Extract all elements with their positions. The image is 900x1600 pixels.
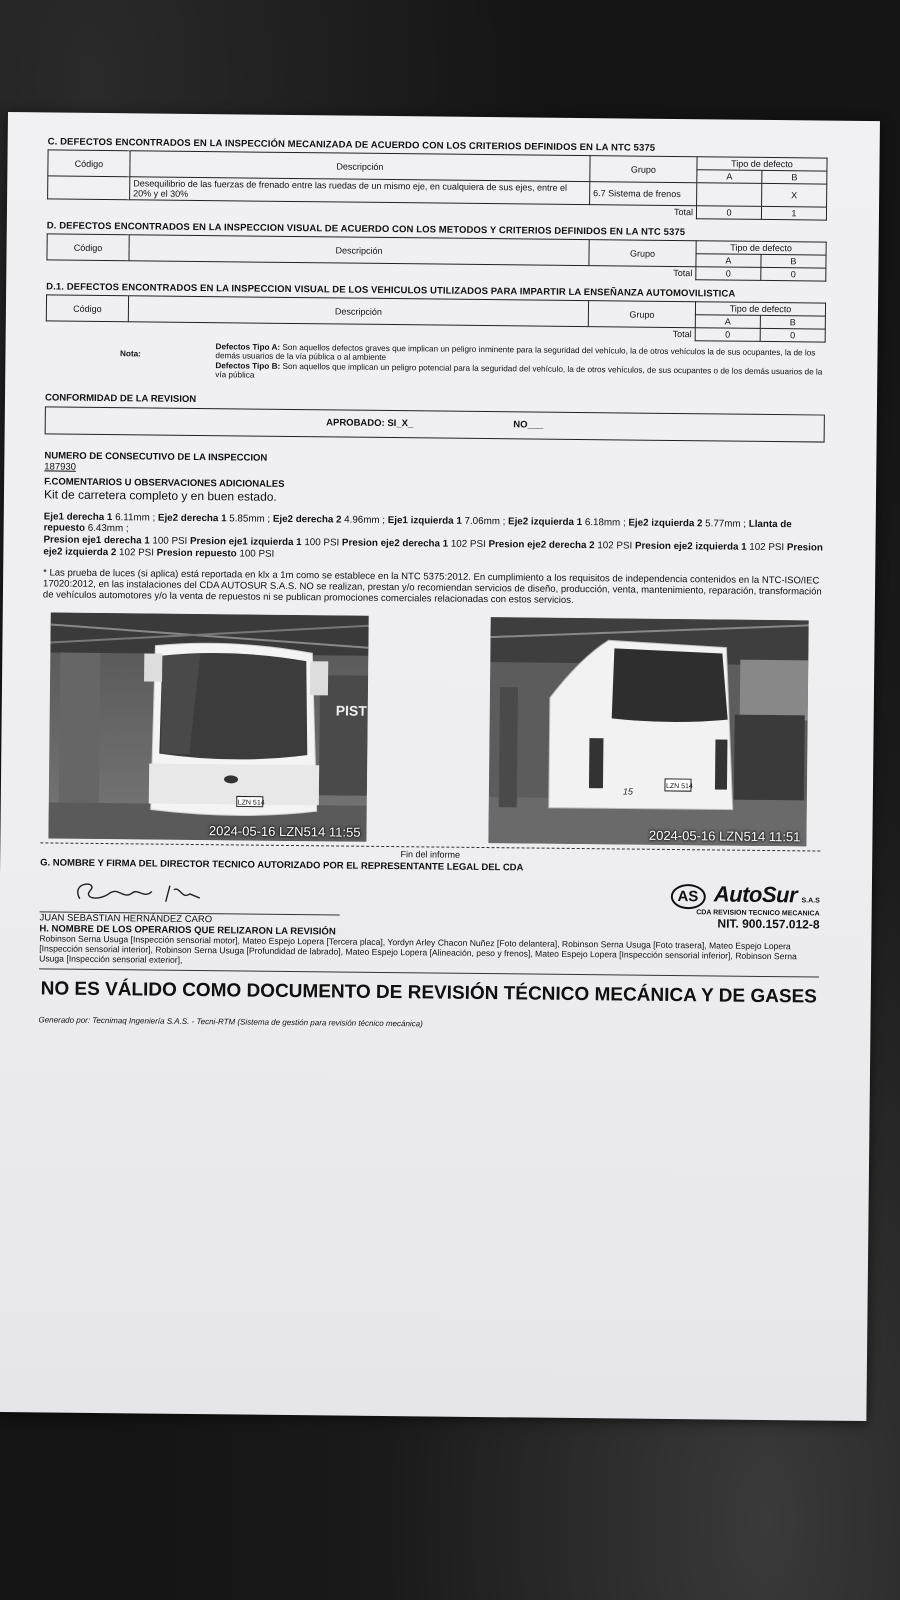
section-d1-table <box>46 294 826 342</box>
col-b: B <box>761 254 826 268</box>
front-photo <box>48 613 368 842</box>
col-codigo: Código <box>47 234 129 261</box>
meas-label: Eje2 izquierda 1 <box>508 515 583 528</box>
director-title: G. NOMBRE Y FIRMA DEL DIRECTOR TECNICO AUTORIZADO POR EL REPRESENTANTE LEGAL DEL CDA <box>40 857 524 874</box>
generated-by: Generado por: Tecnimaq Ingeniería S.A.S. - Tecni-RTM (Sistema de gestión para revisión técnico mecánica) <box>38 1015 423 1029</box>
meas-value: 100 PSI <box>149 535 191 548</box>
section-c-title: C. DEFECTOS ENCONTRADOS EN LA INSPECCIÓN MECANIZADA DE ACUERDO CON LOS CRITERIOS DEFINIDOS EN LA NTC 5375 <box>47 136 656 154</box>
comentarios-title: F.COMENTARIOS U OBSERVACIONES ADICIONALES <box>44 476 285 490</box>
conformidad-box <box>45 406 825 442</box>
total-b: 1 <box>761 206 826 220</box>
signature-area <box>40 875 820 932</box>
operarios-list: Robinson Serna Usuga [Inspección sensorial motor], Mateo Espejo Lopera [Tercera placa], Yordyn Arley Chacon Nuñez [Foto delantera], Robinson Serna Usuga [Foto trasera], Mateo Espejo Lopera [Inspección sensorial interior], Robinson Serna Usuga [Profundidad de labrado], Mateo Espejo Lopera [Alineación, peso y frenos], Mateo Espejo Lopera [Inspección sensorial inferior], Robinson Serna Usuga [Inspección sensorial exterior], <box>39 933 797 966</box>
director-name: JUAN SEBASTIAN HERNÁNDEZ CARO <box>40 912 340 927</box>
consecutivo-title: NUMERO DE CONSECUTIVO DE LA INSPECCION <box>44 450 268 464</box>
meas-label: Eje1 derecha 1 <box>43 511 113 523</box>
director-signature-block <box>40 877 340 927</box>
consecutivo-value: 187930 <box>44 461 77 473</box>
meas-value: 5.77mm ; <box>702 517 749 530</box>
meas-label: Presion eje1 izquierda 1 <box>189 536 302 549</box>
section-d1-title: D.1. DEFECTOS ENCONTRADOS EN LA INSPECCION VISUAL DE LOS VEHICULOS UTILIZADOS PARA IMPARTIR LA ENSEÑANZA AUTOMOVILISTICA <box>46 281 736 300</box>
col-b: B <box>762 170 827 184</box>
col-grupo: Grupo <box>590 156 697 183</box>
note-label: Nota: <box>119 349 141 359</box>
col-a: A <box>696 254 761 268</box>
front-sign-text: PIST <box>335 702 367 720</box>
meas-label: Eje2 izquierda 2 <box>628 517 703 529</box>
operarios-title: H. NOMBRE DE LOS OPERARIOS QUE RELIZARON LA REVISIÓN <box>39 923 336 938</box>
meas-label: Presion eje2 derecha 2 <box>488 539 595 552</box>
meas-value: 7.06mm ; <box>461 515 509 527</box>
rear-photo-timestamp: 2024-05-16 LZN514 11:51 <box>648 828 801 845</box>
meas-value: 100 PSI <box>236 548 275 560</box>
lights-test-note: * Las prueba de luces (si aplica) está reportada en klx a 1m como se establece en la NTC 5375:2012. En cumplimiento a los requisitos de independencia contenidos en la NTC-ISO/IEC 17020:2012, en las instalaciones del CDA AUTOSUR S.A.S. NO se realizan, prestan y/o recomiendan servicios de diseño, producción, venta, mantenimiento, reparación, transformación de vehículos automotores y/o la venta de repuestos ni se publican promociones comerciales relacionadas con estos servicios. <box>42 567 822 606</box>
col-descripcion: Descripción <box>128 296 588 327</box>
logo-initials: AS <box>670 884 705 909</box>
total-label: Total <box>673 207 694 218</box>
section-d-title: D. DEFECTOS ENCONTRADOS EN LA INSPECCION VISUAL DE ACUERDO CON LOS METODOS Y CRITERIOS DEFINIDOS EN LA NTC 5375 <box>46 220 686 239</box>
meas-label: Presion eje2 izquierda 2 <box>43 542 823 559</box>
total-a: 0 <box>696 267 761 281</box>
meas-value: 5.85mm ; <box>226 512 273 525</box>
meas-label: Presion eje2 izquierda 1 <box>634 540 747 553</box>
cell-b: X <box>762 183 827 207</box>
bus-front-image <box>48 613 368 842</box>
tipo-a-label: Defectos Tipo A: <box>215 342 281 352</box>
meas-value: 6.11mm ; <box>112 511 159 524</box>
meas-value: 102 PSI <box>594 540 636 552</box>
meas-label: Eje2 derecha 1 <box>157 512 227 524</box>
section-c-table <box>47 149 828 220</box>
meas-label: Presion repuesto <box>156 547 237 560</box>
cell-codigo <box>48 176 130 200</box>
tipo-b-text: Son aquellos que implican un peligro potencial para la seguridad del vehículo, la de otros vehículos, de sus ocupantes o de los demás usuarios de la vía pública <box>215 361 823 380</box>
col-grupo: Grupo <box>589 240 696 267</box>
col-b: B <box>760 315 825 329</box>
meas-value: 100 PSI <box>301 537 343 549</box>
logo-suffix: S.A.S <box>801 897 820 905</box>
handwritten-signature <box>40 877 240 909</box>
col-descripcion: Descripción <box>129 235 589 266</box>
front-photo-timestamp: 2024-05-16 LZN514 11:55 <box>208 823 361 841</box>
conformidad-title: CONFORMIDAD DE LA REVISION <box>44 392 197 405</box>
meas-value: 102 PSI <box>448 538 489 551</box>
not-valid-warning: NO ES VÁLIDO COMO DOCUMENTO DE REVISIÓN TÉCNICO MECÁNICA Y DE GASES <box>39 968 819 1009</box>
bus-rear-image <box>488 618 808 847</box>
cell-a <box>697 183 762 207</box>
col-tipo-defecto: Tipo de defecto <box>696 241 826 255</box>
total-label: Total <box>672 329 692 340</box>
nit-number: NIT. 900.157.012-8 <box>717 916 820 932</box>
col-tipo-defecto: Tipo de defecto <box>695 302 825 316</box>
meas-label: Eje1 izquierda 1 <box>387 514 462 527</box>
total-a: 0 <box>695 328 760 342</box>
logo-brand: AutoSur <box>713 881 798 908</box>
cell-descripcion: Desequilibrio de las fuerzas de frenado entre las ruedas de un mismo eje, en cualquiera de sus ejes, entre el 20% y el 30% <box>130 177 590 205</box>
meas-label: Presion eje2 derecha 1 <box>341 537 449 550</box>
total-b: 0 <box>760 328 825 342</box>
inspection-document <box>0 112 880 1421</box>
meas-label: Presion eje1 derecha 1 <box>43 534 150 547</box>
meas-value: 6.43mm ; <box>84 523 129 535</box>
aprobado-si: APROBADO: SI_X_ <box>326 417 414 430</box>
col-codigo: Código <box>46 295 128 322</box>
col-grupo: Grupo <box>588 301 695 328</box>
rear-plate-text: LZN 514 <box>665 783 693 791</box>
rear-photo <box>488 618 808 847</box>
col-a: A <box>697 170 762 184</box>
rear-number-text: 15 <box>622 786 633 798</box>
aprobado-no: NO___ <box>513 419 544 431</box>
meas-value: 102 PSI <box>746 541 787 554</box>
meas-value: 4.96mm ; <box>341 514 388 526</box>
col-a: A <box>695 315 760 329</box>
col-codigo: Código <box>48 150 130 177</box>
logo-subtitle: CDA REVISION TECNICO MECANICA <box>696 909 820 918</box>
total-label: Total <box>673 268 693 279</box>
cell-grupo: 6.7 Sistema de frenos <box>590 182 697 206</box>
end-of-report: Fin del informe <box>40 843 820 864</box>
front-plate-text: LZN 514 <box>237 799 265 808</box>
tipo-a-text: Son aquellos defectos graves que implican un peligro inminente para la seguridad del vehículo, la de otros vehículos la de sus ocupantes, la de los demás usuarios de la vía pública o al ambiente <box>215 342 816 363</box>
document-content <box>38 136 827 1032</box>
comentarios-value: Kit de carretera completo y en buen estado. <box>43 487 277 504</box>
col-tipo-defecto: Tipo de defecto <box>697 157 827 171</box>
meas-value: 6.18mm ; <box>582 516 629 529</box>
vehicle-photos <box>40 613 822 847</box>
defect-types-note <box>45 340 825 386</box>
meas-value: 102 PSI <box>116 547 157 559</box>
col-descripcion: Descripción <box>130 151 590 182</box>
total-b: 0 <box>761 267 826 281</box>
meas-label: Llanta de repuesto <box>43 518 792 535</box>
tipo-b-label: Defectos Tipo B: <box>215 361 281 371</box>
total-a: 0 <box>696 206 761 220</box>
meas-label: Eje2 derecha 2 <box>272 513 342 526</box>
autosur-logo <box>629 881 820 932</box>
measurements <box>43 511 823 566</box>
